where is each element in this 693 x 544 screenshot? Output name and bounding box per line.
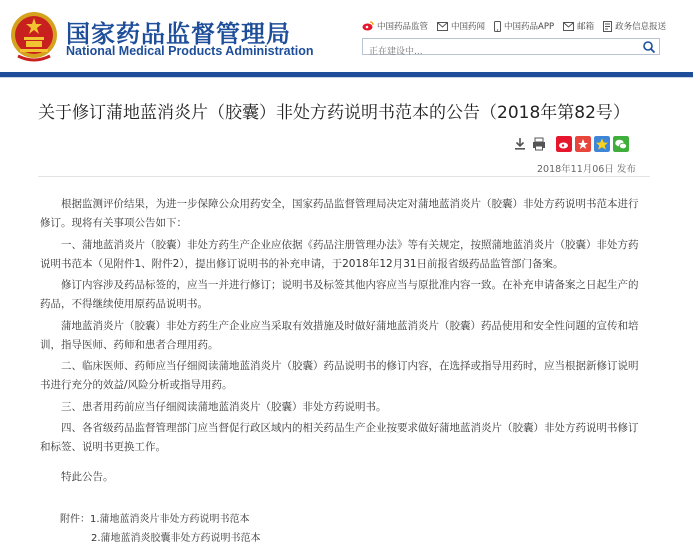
top-link-label: 中国药品监管 bbox=[377, 22, 429, 32]
top-link-app[interactable] bbox=[494, 20, 554, 32]
paragraph: 修订内容涉及药品标签的，应当一并进行修订；说明书及标签其他内容应当与原批准内容一致。在补充申请备案之日起生产的药品，不得继续使用原药品说明书。 bbox=[40, 279, 639, 310]
top-link-label: 中国药闻 bbox=[451, 22, 486, 32]
attachment-link[interactable]: 附件：1.蒲地蓝消炎片非处方药说明书范本 bbox=[60, 514, 250, 525]
title-divider bbox=[38, 176, 650, 177]
top-link-label: 政务信息报送 bbox=[615, 22, 667, 32]
favorite-share-icon[interactable] bbox=[594, 136, 610, 152]
document-icon bbox=[603, 21, 612, 32]
attachment-link[interactable]: 2.蒲地蓝消炎胶囊非处方药说明书范本 bbox=[91, 533, 261, 544]
search-icon[interactable] bbox=[642, 40, 656, 54]
email-icon bbox=[437, 22, 448, 31]
search-box bbox=[362, 38, 660, 55]
top-link-weibo[interactable] bbox=[362, 20, 428, 32]
weibo-share-icon[interactable] bbox=[556, 136, 572, 152]
qzone-share-icon[interactable] bbox=[575, 136, 591, 152]
closing-line: 特此公告。 bbox=[61, 471, 114, 483]
share-toolbar bbox=[512, 136, 632, 152]
top-link-label: 邮箱 bbox=[577, 22, 595, 32]
paragraph: 三、患者用药前应当仔细阅读蒲地蓝消炎片（胶囊）非处方药说明书。 bbox=[61, 400, 387, 413]
paragraph: 四、各省级药品监督管理部门应当督促行政区域内的相关药品生产企业按要求做好蒲地蓝消炎片（胶囊）非处方药说明书修订和标签、说明书更换工作。 bbox=[40, 422, 639, 453]
wechat-share-icon[interactable] bbox=[613, 136, 629, 152]
top-link-mail[interactable] bbox=[563, 20, 594, 32]
download-icon[interactable] bbox=[512, 136, 528, 152]
article-body bbox=[40, 195, 640, 490]
site-name-cn[interactable]: 国家药品监督管理局 bbox=[66, 20, 291, 48]
top-links bbox=[362, 18, 675, 34]
article-title: 关于修订蒲地蓝消炎片（胶囊）非处方药说明书范本的公告（2018年第82号） bbox=[38, 103, 630, 123]
top-link-label: 中国药品APP bbox=[504, 22, 555, 32]
weibo-icon bbox=[362, 21, 374, 31]
site-name-en: National Medical Products Administration bbox=[66, 44, 314, 58]
search-input[interactable] bbox=[363, 45, 645, 60]
paragraph: 根据监测评价结果，为进一步保障公众用药安全，国家药品监督管理局决定对蒲地蓝消炎片（胶囊）非处方药说明书范本进行修订。现将有关事项公告如下： bbox=[40, 198, 639, 229]
header-shadow bbox=[0, 77, 693, 78]
publish-date: 2018年11月06日 发布 bbox=[537, 164, 636, 175]
national-emblem-icon bbox=[8, 8, 60, 64]
print-icon[interactable] bbox=[531, 136, 547, 152]
top-link-news[interactable] bbox=[437, 20, 485, 32]
mail-icon bbox=[563, 22, 574, 31]
paragraph: 一、蒲地蓝消炎片（胶囊）非处方药生产企业应依据《药品注册管理办法》等有关规定，按照蒲地蓝消炎片（胶囊）非处方药说明书范本（见附件1、附件2），提出修订说明书的补充申请，于2018年12月31日前报省级药品监管部门备案。 bbox=[40, 238, 639, 270]
site-header bbox=[0, 0, 693, 82]
phone-icon bbox=[494, 21, 501, 32]
top-link-report[interactable] bbox=[603, 20, 666, 32]
paragraph: 二、临床医师、药师应当仔细阅读蒲地蓝消炎片（胶囊）药品说明书的修订内容，在选择或指导用药时，应当根据新修订说明书进行充分的效益/风险分析或指导用药。 bbox=[40, 360, 639, 391]
paragraph: 蒲地蓝消炎片（胶囊）非处方药生产企业应当采取有效措施及时做好蒲地蓝消炎片（胶囊）药品使用和安全性问题的宣传和培训，指导医师、药师和患者合理用药。 bbox=[40, 319, 639, 351]
